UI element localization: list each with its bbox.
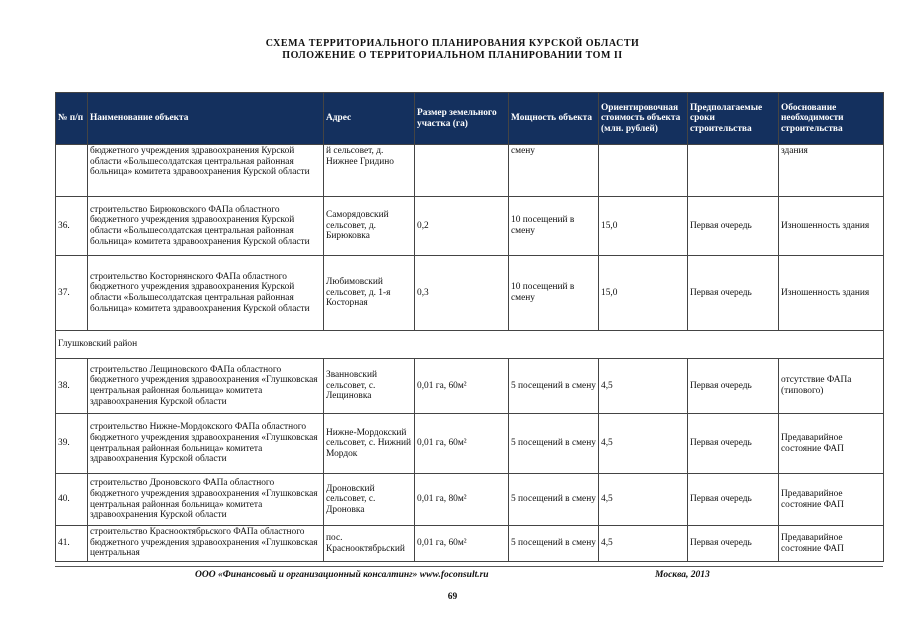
object-name: строительство Бирюковского ФАПа областного бюджетного учреждения здравоохранения Курской области «Большесолдатская центральная районная больница» комитета здравоохранения Курской области [88,197,324,256]
column-header-cost: Ориентировочная стоимость объекта (млн. рублей) [599,93,688,145]
column-header-number: № п/п [56,93,88,145]
object-timing: Первая очередь [688,526,779,562]
object-area: 0,3 [415,256,509,331]
object-cost: 15,0 [599,197,688,256]
footer-divider [55,566,883,567]
object-justification: Изношенность здания [779,197,884,256]
column-header-timing: Предполагаемые сроки строительства [688,93,779,145]
object-cost: 15,0 [599,256,688,331]
object-cost: 4,5 [599,414,688,474]
row-number: 37. [56,256,88,331]
object-capacity: 5 посещений в смену [509,526,599,562]
object-address: Нижне-Мордокский сельсовет, с. Нижний Мордок [324,414,415,474]
object-name: строительство Краснооктябрьского ФАПа областного бюджетного учреждения здравоохранения «Глушковская центральная [88,526,324,562]
object-area: 0,01 га, 60м² [415,359,509,414]
object-name: строительство Лещиновского ФАПа областного бюджетного учреждения здравоохранения «Глушковская центральная районная больница» комитета здравоохранения Курской области [88,359,324,414]
objects-table [55,92,884,562]
object-capacity: 10 посещений в смену [509,256,599,331]
object-address: Саморядовский сельсовет, д. Бирюковка [324,197,415,256]
object-address: пос. Краснооктябрьский [324,526,415,562]
table-row [56,197,884,256]
object-address: Любимовский сельсовет, д. 1-я Косторная [324,256,415,331]
object-area: 0,01 га, 60м² [415,414,509,474]
object-cost: 4,5 [599,474,688,526]
row-number: 36. [56,197,88,256]
object-name: строительство Дроновского ФАПа областного бюджетного учреждения здравоохранения «Глушковская центральная районная больница» комитета здравоохранения Курской области [88,474,324,526]
footer-company: ООО «Финансовый и организационный консалтинг» www.foconsult.ru [195,570,489,580]
object-area: 0,2 [415,197,509,256]
column-header-name: Наименование объекта [88,93,324,145]
region-title: Глушковский район [56,331,884,359]
row-number: 38. [56,359,88,414]
object-justification: Предаварийное состояние ФАП [779,414,884,474]
object-timing: Первая очередь [688,197,779,256]
page-number: 69 [447,592,458,602]
table-header-row [56,93,884,145]
row-number: 39. [56,414,88,474]
document-title: СХЕМА ТЕРРИТОРИАЛЬНОГО ПЛАНИРОВАНИЯ КУРСКОЙ ОБЛАСТИ [265,38,640,49]
object-capacity: 5 посещений в смену [509,474,599,526]
column-header-address: Адрес [324,93,415,145]
table-row-continuation [56,145,884,197]
object-address: Дроновский сельсовет, с. Дроновка [324,474,415,526]
column-header-area: Размер земельного участка (га) [415,93,509,145]
object-justification: отсутствие ФАПа (типового) [779,359,884,414]
object-justification: Предаварийное состояние ФАП [779,526,884,562]
object-justification: здания [779,145,884,197]
object-address: й сельсовет, д. Нижнее Гридино [324,145,415,197]
table-row [56,256,884,331]
object-area: 0,01 га, 60м² [415,526,509,562]
object-timing: Первая очередь [688,414,779,474]
object-name: бюджетного учреждения здравоохранения Курской области «Большесолдатская центральная районная больница» комитета здравоохранения Курской области [88,145,324,197]
region-row [56,331,884,359]
table-row [56,359,884,414]
object-address: Званновский сельсовет, с. Лещиновка [324,359,415,414]
object-capacity: 10 посещений в смену [509,197,599,256]
object-timing: Первая очередь [688,359,779,414]
object-justification: Предаварийное состояние ФАП [779,474,884,526]
object-name: строительство Нижне-Мордокского ФАПа областного бюджетного учреждения здравоохранения «Глушковская центральная районная больница» комитета здравоохранения Курской области [88,414,324,474]
row-number: 41. [56,526,88,562]
table-row [56,474,884,526]
object-cost: 4,5 [599,359,688,414]
object-name: строительство Косторнянского ФАПа областного бюджетного учреждения здравоохранения Курской области «Большесолдатская центральная районная больница» комитета здравоохранения Курской области [88,256,324,331]
row-number: 40. [56,474,88,526]
object-capacity: 5 посещений в смену [509,414,599,474]
column-header-justification: Обоснование необходимости строительства [779,93,884,145]
object-capacity: 5 посещений в смену [509,359,599,414]
table-row [56,414,884,474]
object-timing: Первая очередь [688,474,779,526]
document-subtitle: ПОЛОЖЕНИЕ О ТЕРРИТОРИАЛЬНОМ ПЛАНИРОВАНИИ ТОМ II [282,50,623,61]
footer-city-year: Москва, 2013 [655,570,710,580]
column-header-capacity: Мощность объекта [509,93,599,145]
object-capacity: смену [509,145,599,197]
object-cost: 4,5 [599,526,688,562]
object-timing: Первая очередь [688,256,779,331]
table-row [56,526,884,562]
object-area: 0,01 га, 80м² [415,474,509,526]
object-justification: Изношенность здания [779,256,884,331]
